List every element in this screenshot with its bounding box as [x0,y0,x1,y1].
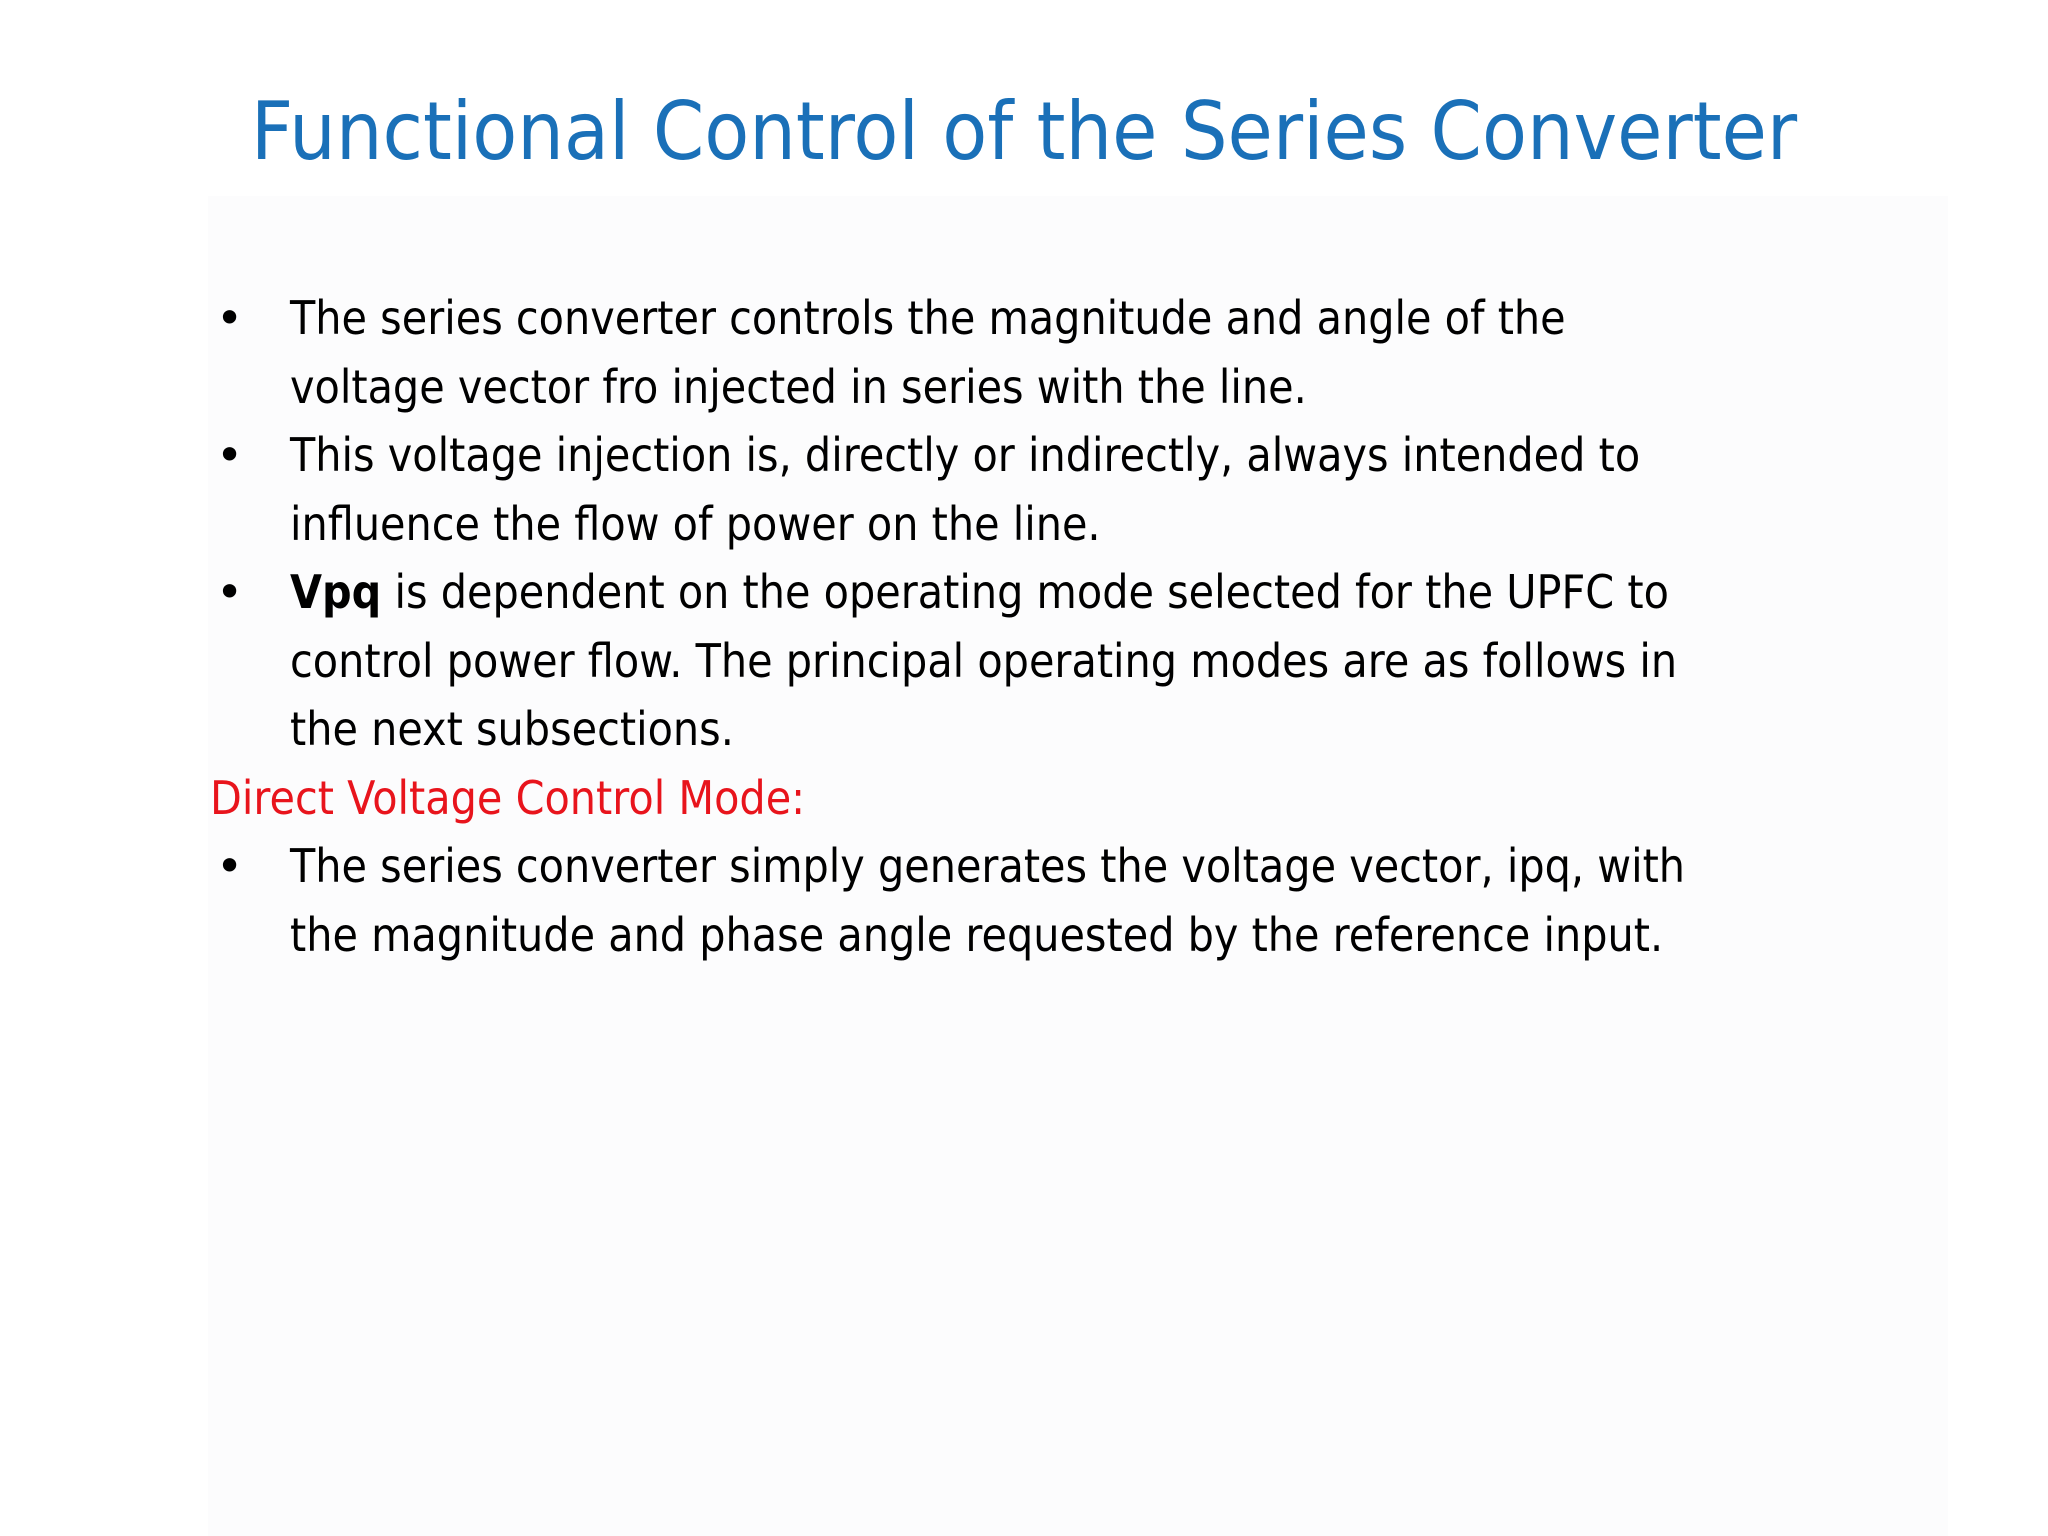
bullet-line: influence the flow of power on the line. [290,496,1101,551]
bullet-line: The series converter simply generates the voltage vector, ipq, with [290,839,1686,893]
bullet-line: This voltage injection is, directly or indirectly, always intended to [290,428,1641,482]
bullet-dot-icon: • [216,428,244,482]
bullet-line: the next subsections. [290,702,734,756]
bullet-item [210,832,1930,969]
bullet-dot-icon: • [216,839,244,893]
slide-title: Functional Control of the Series Converter [250,85,1798,178]
bullet-text [290,284,1928,421]
bullet-item [210,284,1930,421]
bullet-text [290,832,1928,969]
bullet-text [290,558,1928,764]
bullet-dot-icon: • [216,291,244,345]
bold-term: Vpq [290,565,382,619]
bullet-dot-icon: • [216,565,244,619]
bullet-line: is dependent on the operating mode selected for the UPFC to [381,565,1669,619]
bullet-text [290,421,1928,558]
bullet-line: The series converter controls the magnitude and angle of the [290,291,1566,345]
slide-body [210,284,1930,969]
bullet-item [210,558,1930,764]
bullet-item [210,421,1930,558]
bullet-line: the magnitude and phase angle requested by the reference input. [290,907,1664,962]
bullet-line: control power flow. The principal operating modes are as follows in [290,633,1678,688]
section-heading: Direct Voltage Control Mode: [210,770,806,825]
bullet-line: voltage vector fro injected in series with the line. [290,359,1307,414]
